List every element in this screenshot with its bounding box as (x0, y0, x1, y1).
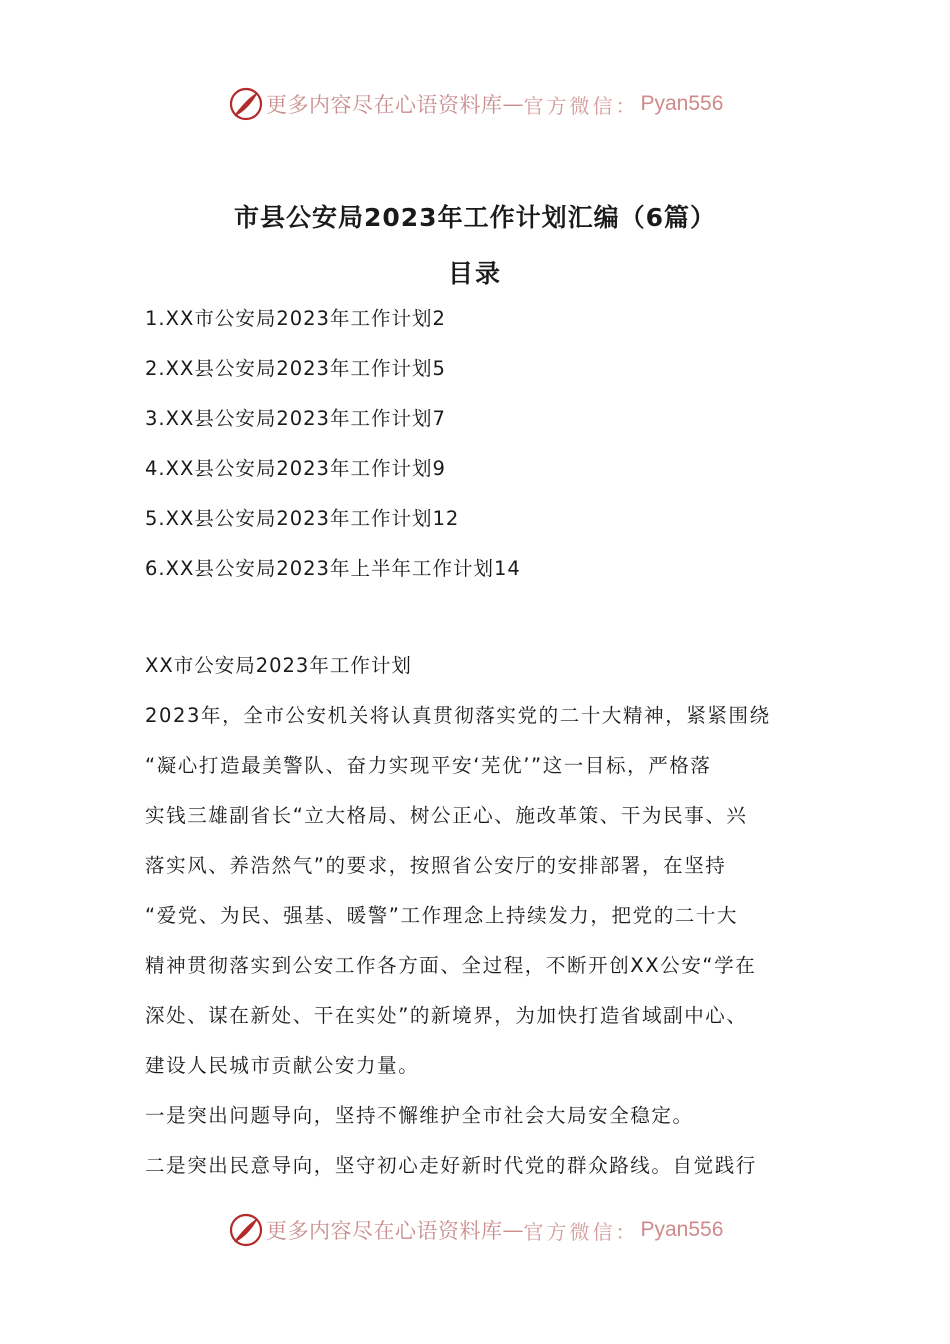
watermark-wechat-id: Pyan556 (640, 1218, 724, 1241)
paragraph-line: 实钱三雄副省长“立大格局、树公正心、施改革策、干为民事、兴 (145, 804, 748, 827)
watermark-separator: — (502, 1218, 524, 1242)
watermark-banner-bottom (228, 1210, 723, 1250)
table-of-contents (145, 301, 521, 601)
document-title: 市县公安局2023年工作计划汇编（6篇） (234, 203, 716, 232)
watermark-text: 更多内容尽在心语资料库 (266, 93, 503, 117)
watermark-separator: — (502, 92, 524, 116)
toc-item[interactable]: 5.XX县公安局2023年工作计划12 (145, 507, 460, 530)
watermark-wechat-label: 官方微信： (523, 93, 639, 118)
paragraph-line: 一是突出问题导向，坚持不懈维护全市社会大局安全稳定。 (145, 1104, 694, 1127)
toc-item[interactable]: 3.XX县公安局2023年工作计划7 (145, 407, 446, 430)
paragraph-line: 落实风、养浩然气”的要求，按照省公安厅的安排部署，在坚持 (145, 854, 727, 877)
quill-pen-logo-icon (228, 86, 264, 122)
watermark-wechat-label: 官方微信： (523, 1219, 639, 1244)
paragraph-line: “爱党、为民、强基、暖警”工作理念上持续发力，把党的二十大 (145, 904, 739, 927)
paragraph-line: 精神贯彻落实到公安工作各方面、全过程，不断开创XX公安“学在 (145, 954, 757, 977)
paragraph-line: 深处、谋在新处、干在实处”的新境界，为加快打造省域副中心、 (145, 1004, 748, 1027)
toc-heading: 目录 (447, 259, 502, 288)
paragraph-line: 二是突出民意导向，坚守初心走好新时代党的群众路线。自觉践行 (145, 1154, 757, 1177)
watermark-banner-top (228, 84, 723, 124)
toc-item[interactable]: 2.XX县公安局2023年工作计划5 (145, 357, 446, 380)
watermark-text: 更多内容尽在心语资料库 (266, 1219, 503, 1243)
section-title: XX市公安局2023年工作计划 (145, 654, 412, 677)
paragraph-line: 建设人民城市贡献公安力量。 (145, 1054, 420, 1077)
quill-pen-logo-icon (228, 1212, 264, 1248)
paragraph-line: 2023年，全市公安机关将认真贯彻落实党的二十大精神，紧紧围绕 (145, 704, 771, 727)
toc-item[interactable]: 4.XX县公安局2023年工作计划9 (145, 457, 446, 480)
toc-item[interactable]: 1.XX市公安局2023年工作计划2 (145, 307, 446, 330)
document-body (145, 648, 807, 1198)
paragraph-line: “凝心打造最美警队、奋力实现平安‘芜优’”这一目标，严格落 (145, 754, 712, 777)
toc-item[interactable]: 6.XX县公安局2023年上半年工作计划14 (145, 557, 521, 580)
watermark-wechat-id: Pyan556 (640, 92, 724, 115)
